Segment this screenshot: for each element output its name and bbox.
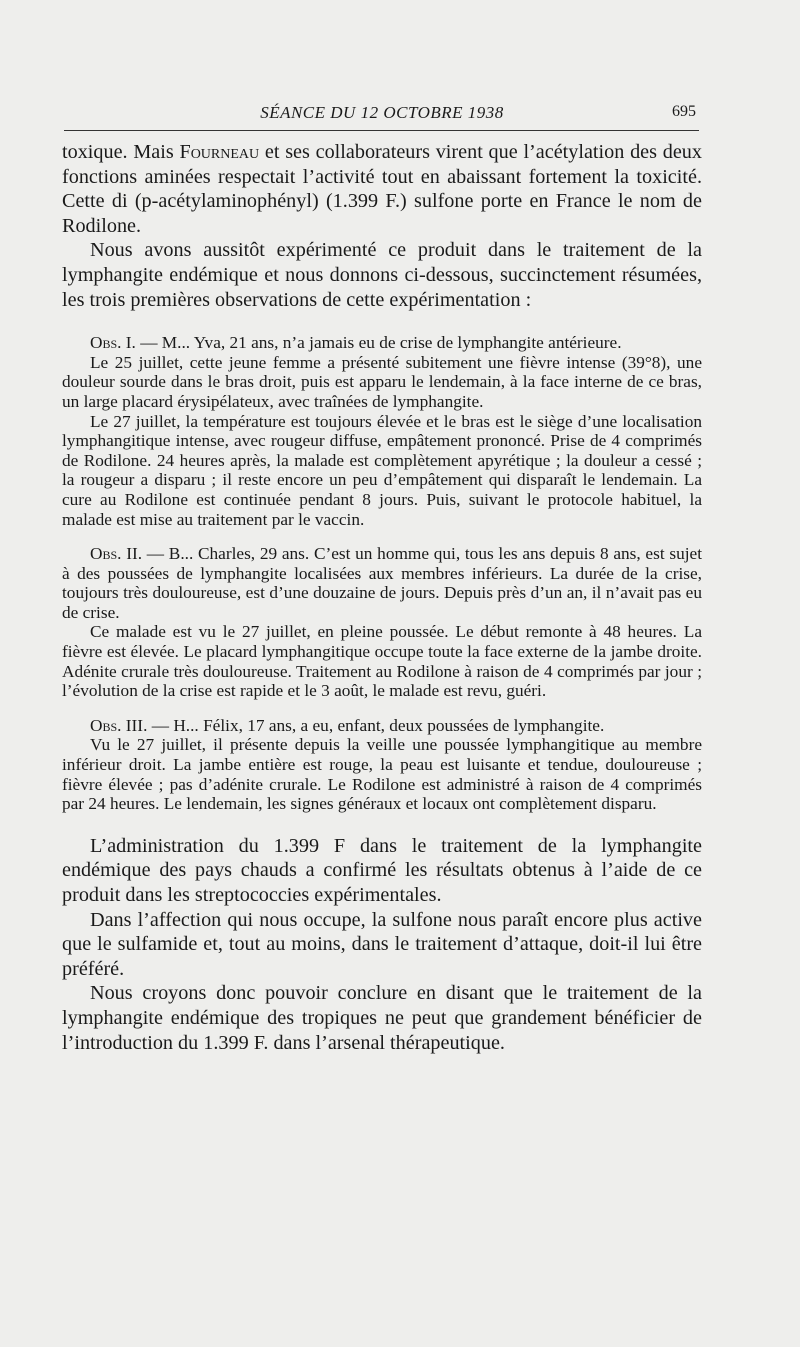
observation-3 bbox=[62, 716, 702, 814]
observation-lead bbox=[62, 333, 702, 353]
observation-paragraph: Le 27 juillet, la température est toujours élevée et le bras est le siège d’une localisation lymphangitique intense, avec rougeur diffuse, empâtement prononcé. Prise de 4 comprimés de Rodilone. 24 heures après, la malade est complètement apyrétique ; la douleur a cessé ; la rougeur a disparu ; il reste encore un peu d’empâtement qui disparaît le lendemain. La cure au Rodilone est continuée pendant 8 jours. Puis, suivant le protocole habituel, la malade est mise au traitement par le vaccin. bbox=[62, 411, 702, 529]
observation-label: Obs. II. bbox=[90, 544, 143, 564]
observation-lead-text: — M... Yva, 21 ans, n’a jamais eu de crise de lymphangite antérieure. bbox=[135, 333, 622, 353]
author-name: Fourneau bbox=[179, 141, 260, 163]
observation-label: Obs. I. bbox=[90, 333, 136, 353]
observation-1 bbox=[62, 333, 702, 529]
observation-2 bbox=[62, 544, 702, 701]
observation-lead bbox=[62, 716, 702, 736]
conclusion-section bbox=[62, 834, 702, 1055]
observation-paragraph: Le 25 juillet, cette jeune femme a présenté subitement une fièvre intense (39°8), une douleur sourde dans le bras droit, puis est apparu le lendemain, à la face interne de ce bras, un large placard érysipélateux, avec traînées de lymphangite. bbox=[62, 352, 702, 411]
conclusion-paragraph-2: Dans l’affection qui nous occupe, la sulfone nous paraît encore plus active que le sulfamide et, tout au moins, dans le traitement d’attaque, doit-il lui être préféré. bbox=[62, 908, 702, 980]
conclusion-paragraph-3: Nous croyons donc pouvoir conclure en disant que le traitement de la lymphangite endémique des tropiques ne peut que grandement bénéficier de l’introduction du 1.399 F. dans l’arsenal thérapeutique. bbox=[62, 982, 702, 1054]
intro-section bbox=[62, 140, 702, 312]
article-body bbox=[62, 140, 702, 1055]
intro-p1-rest: et ses collaborateurs virent que l’acétylation des deux fonctions aminées respectait l’activité tout en abaissant fortement la toxicité. Cette di (p-acétylaminophényl) (1.399 F.) sulfone porte en France le nom de Rodilone. bbox=[62, 141, 702, 237]
observation-label: Obs. III. bbox=[90, 715, 148, 735]
observation-paragraph: Vu le 27 juillet, il présente depuis la veille une poussée lymphangitique au membre inférieur droit. La jambe entière est rouge, la peau est luisante et tendue, douloureuse ; fièvre élevée ; pas d’adénite crurale. Le Rodilone est administré à raison de 4 comprimés par 24 heures. Le lendemain, les signes généraux et locaux ont complètement disparu. bbox=[62, 735, 702, 814]
spacer bbox=[62, 814, 702, 834]
intro-paragraph-1 bbox=[62, 140, 702, 238]
intro-paragraph-2: Nous avons aussitôt expérimenté ce produit dans le traitement de la lymphangite endémique et nous donnons ci-dessous, succinctement résumées, les trois premières observations de cette expérimentation : bbox=[62, 239, 702, 311]
header-rule bbox=[64, 130, 699, 131]
intro-p1-start: toxique. Mais bbox=[62, 141, 180, 163]
observation-lead-text: — B... Charles, 29 ans. C’est un homme qui, tous les ans depuis 8 ans, est sujet à des poussées de lymphangite localisées aux membres inférieurs. La durée de la crise, toujours très douloureuse, est d’une douzaine de jours. Depuis près d’un an, il n’avait pas eu de crise. bbox=[62, 544, 702, 622]
running-title: SÉANCE DU 12 OCTOBRE 1938 bbox=[260, 103, 504, 122]
spacer bbox=[62, 312, 702, 333]
spacer bbox=[62, 701, 702, 716]
page-number: 695 bbox=[672, 103, 696, 120]
observation-lead bbox=[62, 544, 702, 622]
observation-paragraph: Ce malade est vu le 27 juillet, en pleine poussée. Le début remonte à 48 heures. La fièvre est élevée. Le placard lymphangitique occupe toute la face externe de la jambe droite. Adénite crurale très douloureuse. Traitement au Rodilone à raison de 4 comprimés par jour ; l’évolution de la crise est rapide et le 3 août, le malade est revu, guéri. bbox=[62, 622, 702, 701]
conclusion-paragraph-1: L’administration du 1.399 F dans le traitement de la lymphangite endémique des pays chauds a confirmé les résultats obtenus à l’aide de ce produit dans les streptococcies expérimentales. bbox=[62, 834, 702, 906]
observation-lead-text: — H... Félix, 17 ans, a eu, enfant, deux poussées de lymphangite. bbox=[147, 715, 605, 735]
spacer bbox=[62, 529, 702, 544]
page-header bbox=[64, 100, 700, 130]
